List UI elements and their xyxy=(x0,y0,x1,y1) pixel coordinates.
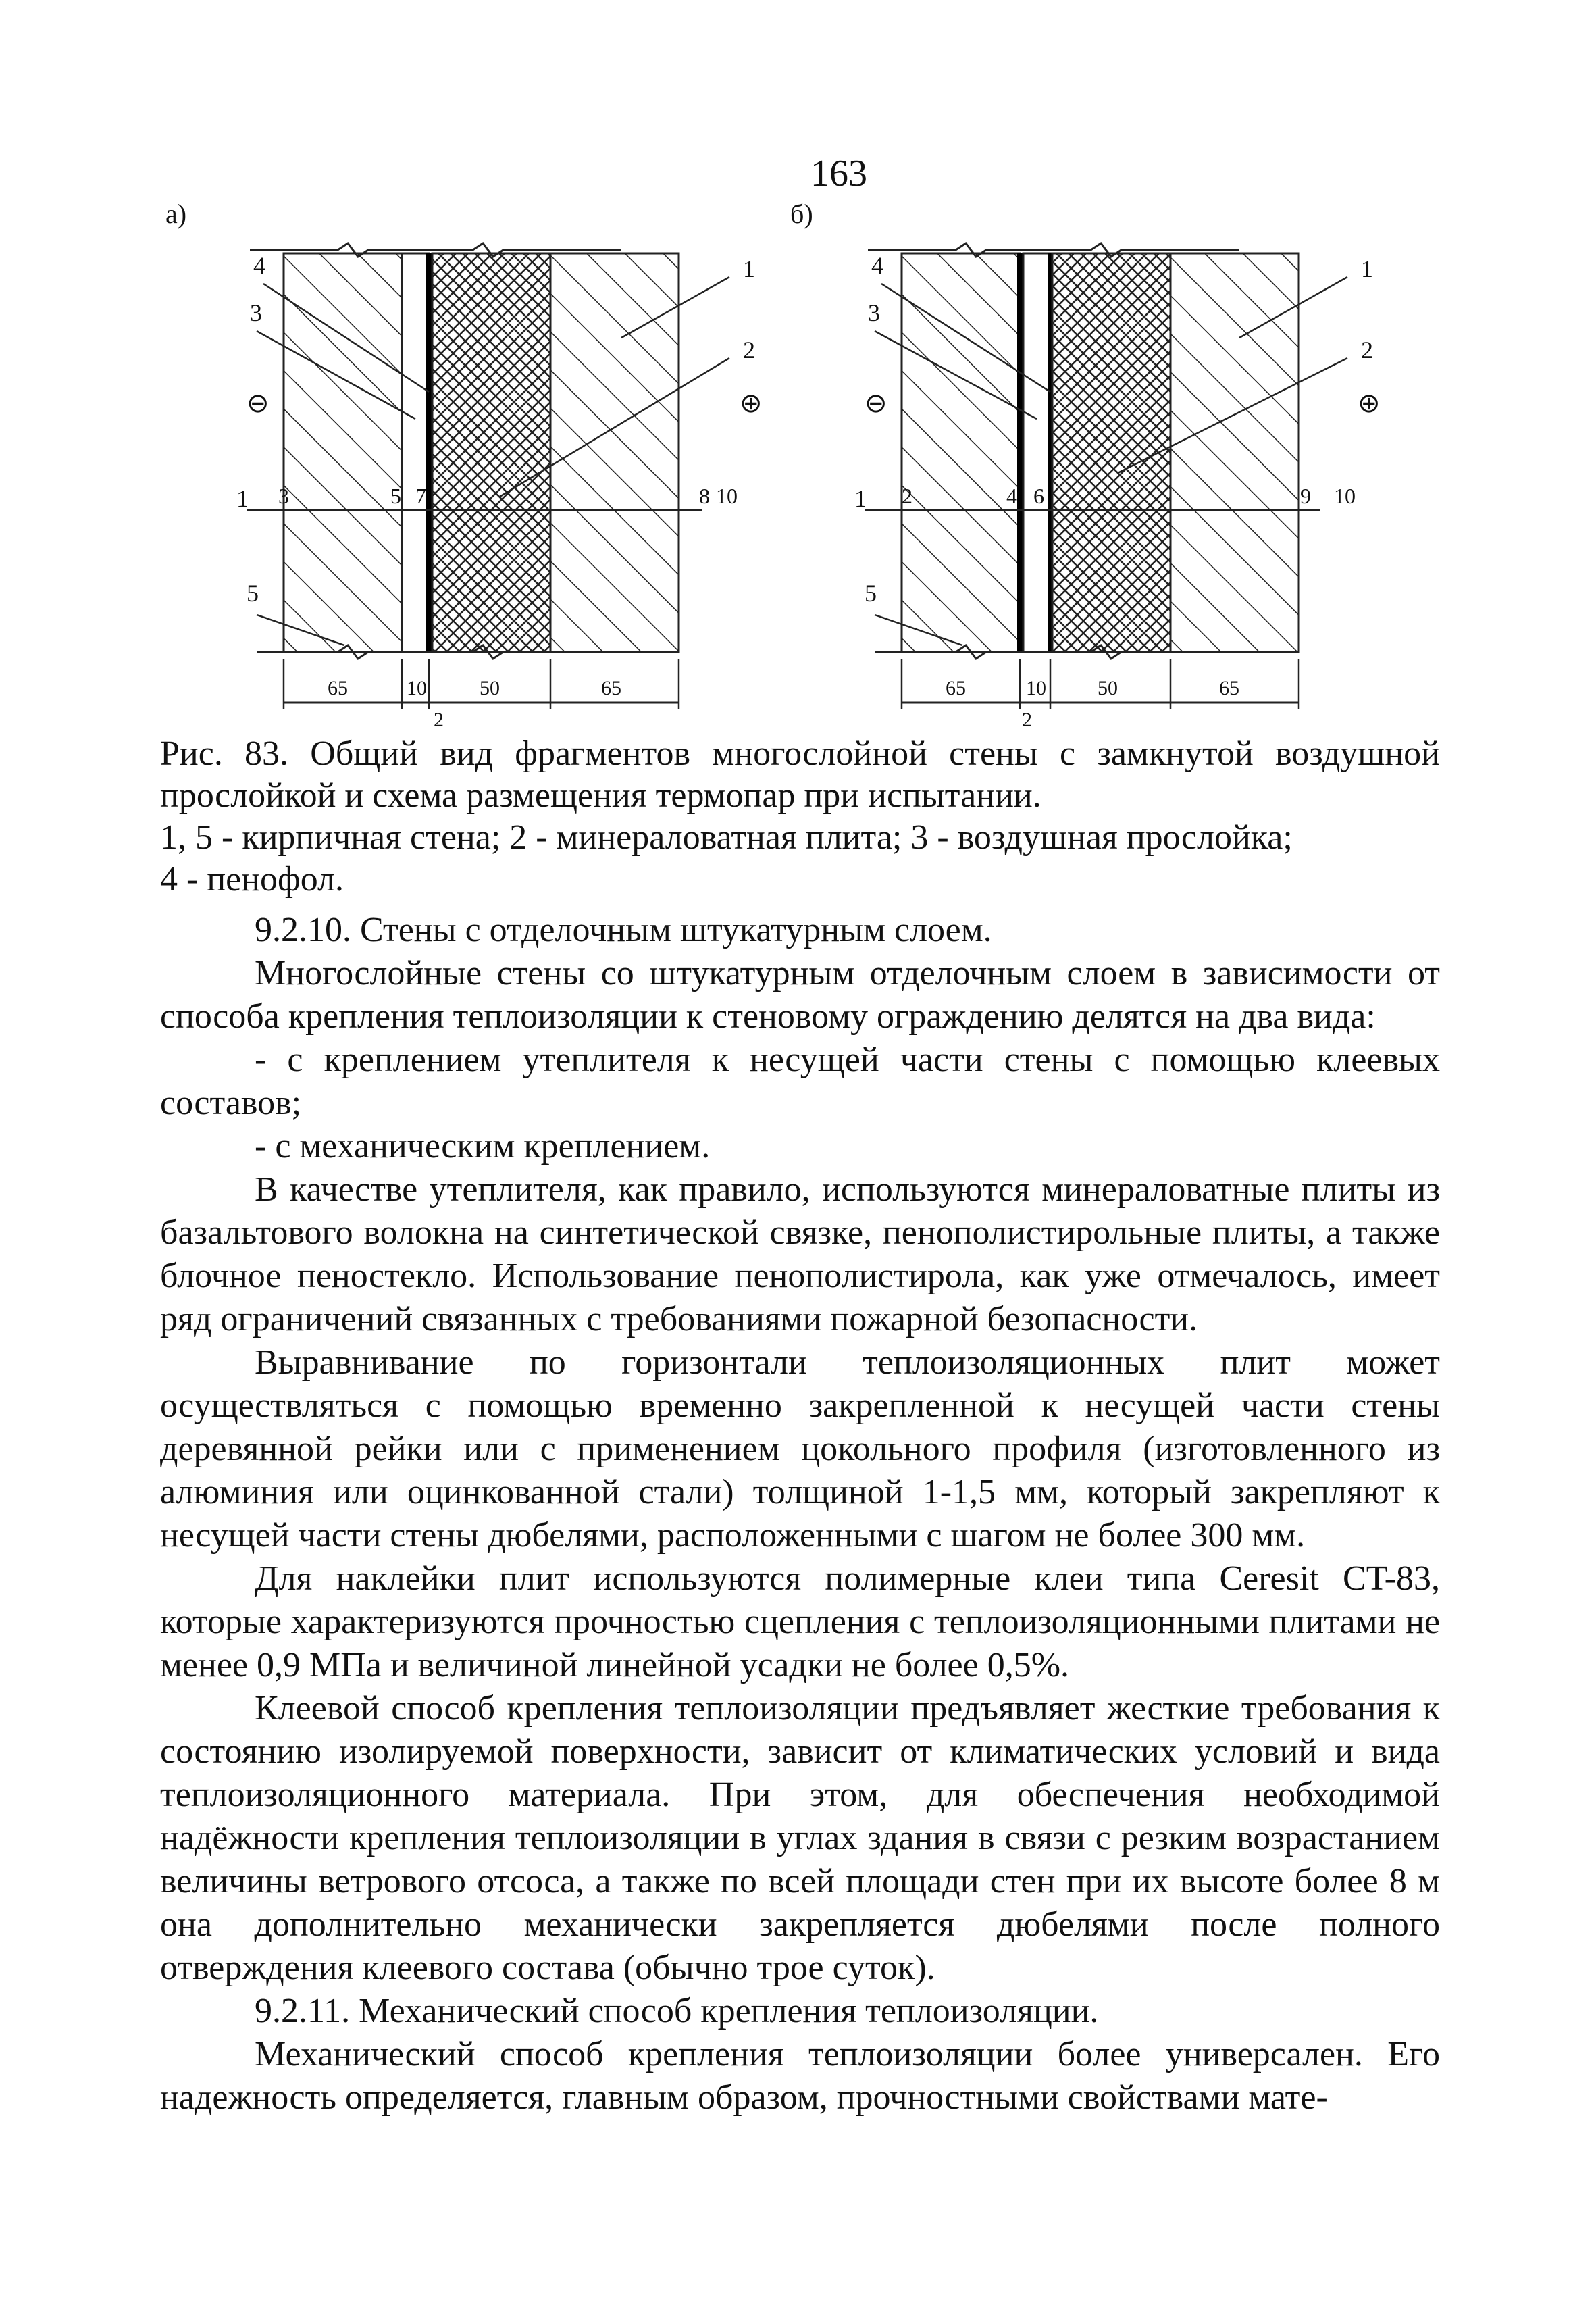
point-a-2: 5 xyxy=(390,484,401,508)
label-3: 3 xyxy=(868,299,880,326)
label-1-left: 1 xyxy=(854,485,867,512)
wall-diagram-a xyxy=(165,189,824,731)
paragraph: - с механическим креплением. xyxy=(255,1127,711,1165)
page-number: 163 xyxy=(810,153,867,195)
point-a-1: 3 xyxy=(278,484,289,508)
dim-10: 10 xyxy=(407,677,427,699)
brick-wall-left xyxy=(284,253,402,652)
plus-sign: ⊕ xyxy=(740,388,763,418)
caption-legend-line-1: 1, 5 - кирпичная стена; 2 - минераловатная плита; 3 - воздушная прослойка; xyxy=(160,818,1293,857)
point-b-3: 6 xyxy=(1033,484,1044,508)
dim-50: 50 xyxy=(1098,677,1118,699)
body-text xyxy=(160,909,1440,2119)
dim-65-right: 65 xyxy=(601,677,621,699)
label-1-right: 1 xyxy=(1361,255,1373,282)
paragraph: Для наклейки плит используются полимерные клеи типа Ceresit CT-83, которые характеризуются прочностью сцепления с теплоизоляционными плитами не менее 0,9 МПа и величиной линейной усадки не более 0,5%. xyxy=(160,1559,1440,1684)
label-4: 4 xyxy=(253,252,265,279)
minus-sign: ⊖ xyxy=(865,388,887,418)
label-4: 4 xyxy=(871,252,883,279)
paragraph: Клеевой способ крепления теплоизоляции предъявляет жесткие требования к состоянию изолируемой поверхности, зависит от климатических условий и вида теплоизоляционного материала. При этом, для обеспечения необходимой надёжности крепления теплоизоляции в углах здания в связи с резким возрастанием величины ветрового отсоса, а также по всей площади стен при их высоте более 8 м она дополнительно механически закрепляется дюбелями после полного отверждения клеевого состава (обычно трое суток). xyxy=(160,1689,1440,1987)
plus-sign: ⊕ xyxy=(1358,388,1381,418)
label-10: 10 xyxy=(716,484,738,508)
minus-sign: ⊖ xyxy=(247,388,269,418)
caption-legend-line-2: 4 - пенофол. xyxy=(160,860,344,899)
brick-wall-right xyxy=(1170,253,1299,652)
paragraph: Механический способ крепления теплоизоляции более универсален. Его надежность определяется, главным образом, прочностными свойствами мате- xyxy=(160,2035,1440,2117)
point-b-2: 4 xyxy=(1006,484,1017,508)
point-a-4: 8 xyxy=(699,484,710,508)
mineral-wool xyxy=(1052,253,1170,652)
dim-65-left: 65 xyxy=(328,677,348,699)
label-2-right: 2 xyxy=(1361,336,1373,363)
figure-panel-b xyxy=(790,189,1442,731)
paragraph: Многослойные стены со штукатурным отделочным слоем в зависимости от способа крепления теплоизоляции к стеновому ограждению делятся на два вида: xyxy=(160,954,1440,1036)
dim-bottom-2: 2 xyxy=(434,709,444,731)
label-2-right: 2 xyxy=(743,336,755,363)
air-gap xyxy=(1023,253,1050,652)
dim-bottom-2: 2 xyxy=(1022,709,1032,731)
caption-title: Рис. 83. Общий вид фрагментов многослойной стены с замкнутой воздушной прослойкой и схема размещения термопар при испытании. xyxy=(160,734,1440,815)
panel-b-label: б) xyxy=(790,199,813,229)
label-1-right: 1 xyxy=(743,255,755,282)
air-gap xyxy=(402,253,429,652)
paragraph: Выравнивание по горизонтали теплоизоляционных плит может осуществляться с помощью временно закрепленной к несущей части стены деревянной рейки или с применением цокольного профиля (изготовленного из алюминия или оцинкованной стали) толщиной 1-1,5 мм, который закрепляют к несущей части стены дюбелями, расположенными с шагом не более 300 мм. xyxy=(160,1343,1440,1555)
label-5: 5 xyxy=(865,580,877,607)
section-heading-9-2-11: 9.2.11. Механический способ крепления теплоизоляции. xyxy=(255,1992,1099,2030)
wall-diagram-b xyxy=(790,189,1442,731)
mineral-wool xyxy=(432,253,550,652)
label-10: 10 xyxy=(1334,484,1356,508)
label-1-left: 1 xyxy=(236,485,249,512)
point-b-1: 2 xyxy=(902,484,912,508)
point-a-3: 7 xyxy=(415,484,426,508)
point-b-4: 9 xyxy=(1300,484,1311,508)
section-heading-9-2-10: 9.2.10. Стены с отделочным штукатурным слоем. xyxy=(255,911,992,949)
brick-wall-right xyxy=(550,253,679,652)
paragraph: - с креплением утеплителя к несущей части стены с помощью клеевых составов; xyxy=(160,1040,1440,1122)
label-5: 5 xyxy=(247,580,259,607)
dim-50: 50 xyxy=(480,677,500,699)
panel-a-label: а) xyxy=(165,199,187,229)
figure-panel-a xyxy=(165,189,824,731)
dim-65-left: 65 xyxy=(946,677,966,699)
dim-10: 10 xyxy=(1026,677,1046,699)
figure-caption xyxy=(160,733,1440,901)
brick-wall-left xyxy=(902,253,1020,652)
label-3: 3 xyxy=(250,299,262,326)
dim-65-right: 65 xyxy=(1219,677,1239,699)
paragraph: В качестве утеплителя, как правило, используются минераловатные плиты из базальтового волокна на синтетической связке, пенополистирольные плиты, а также блочное пеностекло. Использование пенополистирола, как уже отмечалось, имеет ряд ограничений связанных с требованиями пожарной безопасности. xyxy=(160,1170,1440,1338)
